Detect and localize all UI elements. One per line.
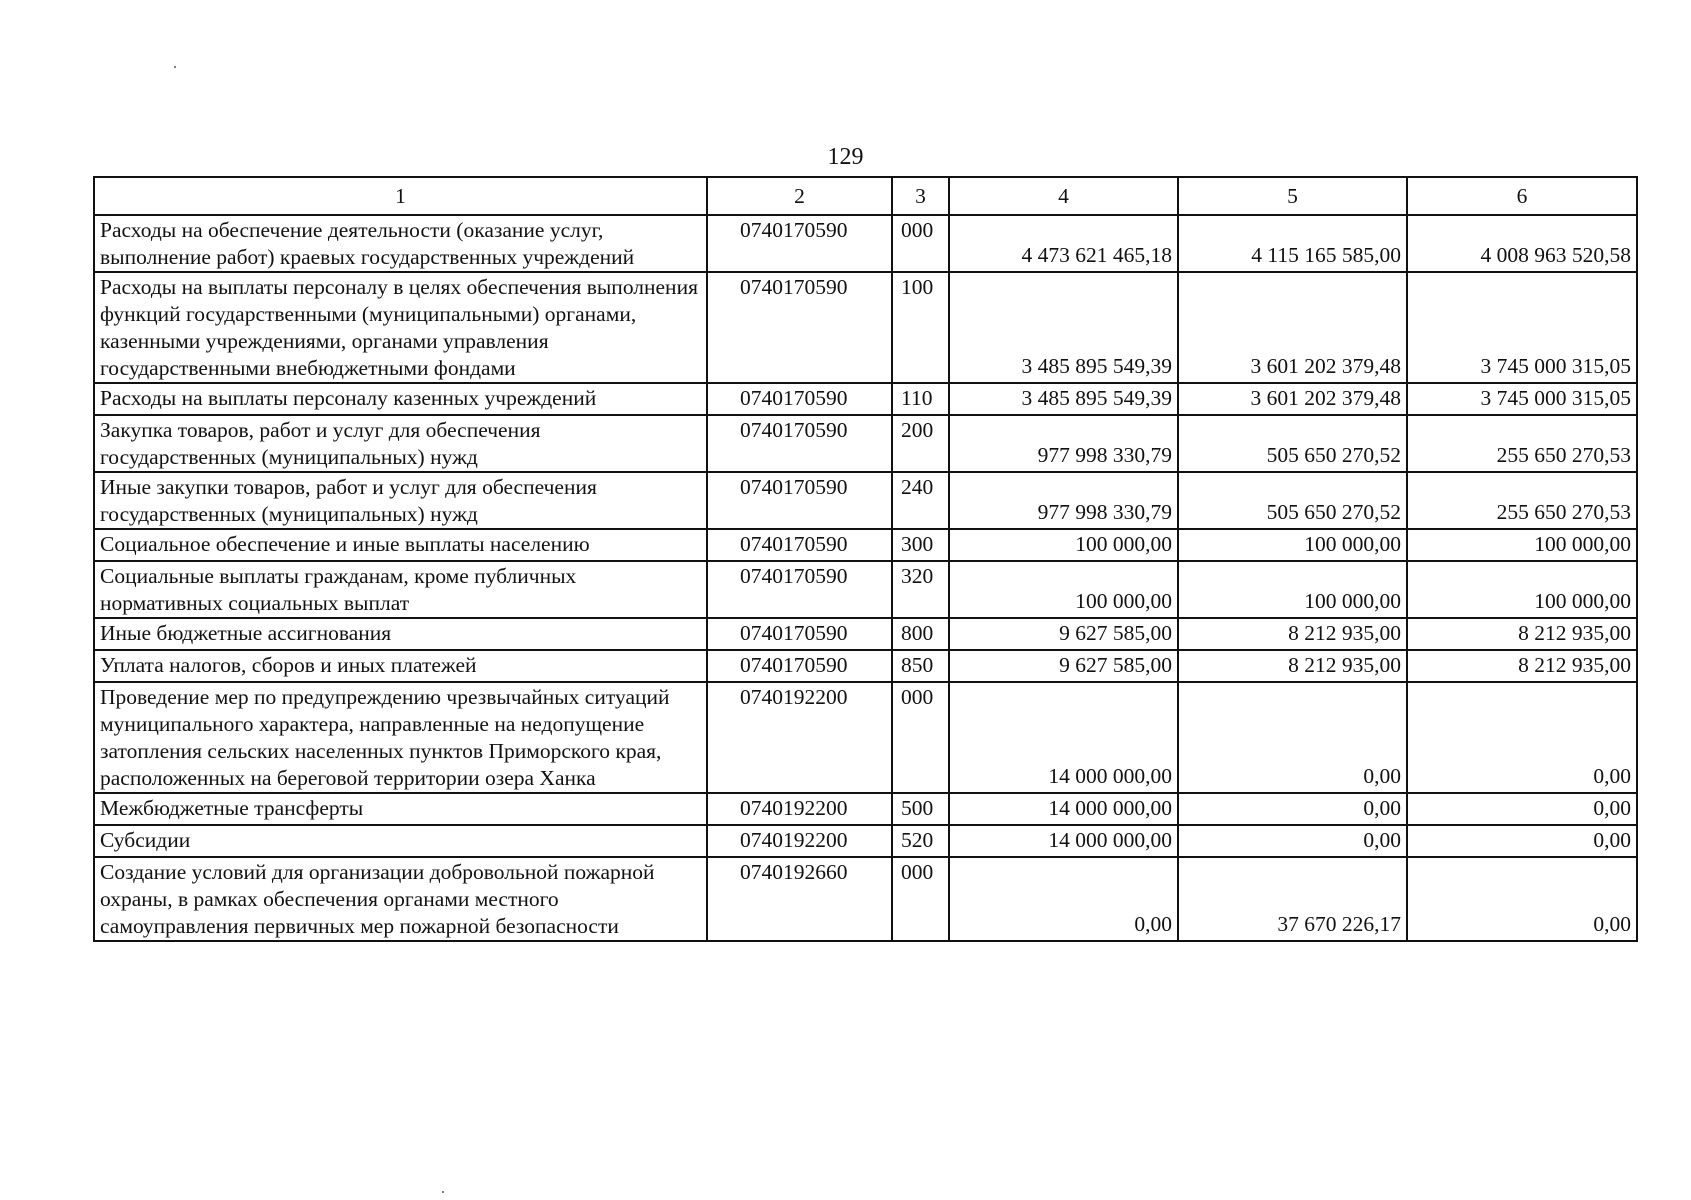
expense-type-code-cell: 500 [892,793,949,825]
table-row [94,215,1637,272]
target-article-code-cell: 0740192200 [707,682,892,793]
table-row [94,793,1637,825]
column-number-header: 2 [707,177,892,215]
amount-col4-cell: 14 000 000,00 [949,825,1178,857]
table-row [94,650,1637,682]
table-row [94,415,1637,472]
target-article-code-cell: 0740170590 [707,415,892,472]
expense-type-code-cell: 110 [892,383,949,415]
table-row [94,561,1637,618]
expense-name-cell: Иные закупки товаров, работ и услуг для обеспечения государственных (муниципальных) нужд [94,472,707,529]
amount-col4-cell: 977 998 330,79 [949,415,1178,472]
expense-type-code-cell: 240 [892,472,949,529]
expense-name-cell: Расходы на обеспечение деятельности (оказание услуг, выполнение работ) краевых государственных учреждений [94,215,707,272]
amount-col5-cell: 37 670 226,17 [1178,857,1407,941]
target-article-code-cell: 0740192200 [707,793,892,825]
amount-col6-cell: 0,00 [1407,682,1637,793]
expense-name-cell: Создание условий для организации добровольной пожарной охраны, в рамках обеспечения органами местного самоуправления первичных мер пожарной безопасности [94,857,707,941]
column-number-header: 1 [94,177,707,215]
expense-name-cell: Закупка товаров, работ и услуг для обеспечения государственных (муниципальных) нужд [94,415,707,472]
target-article-code-cell: 0740170590 [707,561,892,618]
amount-col4-cell: 9 627 585,00 [949,650,1178,682]
target-article-code-cell: 0740170590 [707,272,892,383]
expense-name-cell: Иные бюджетные ассигнования [94,618,707,650]
amount-col6-cell: 100 000,00 [1407,561,1637,618]
table-row [94,618,1637,650]
amount-col4-cell: 3 485 895 549,39 [949,383,1178,415]
amount-col5-cell: 505 650 270,52 [1178,472,1407,529]
table-row [94,825,1637,857]
amount-col5-cell: 4 115 165 585,00 [1178,215,1407,272]
target-article-code-cell: 0740170590 [707,383,892,415]
expense-name-cell: Социальные выплаты гражданам, кроме публичных нормативных социальных выплат [94,561,707,618]
amount-col4-cell: 977 998 330,79 [949,472,1178,529]
amount-col6-cell: 0,00 [1407,793,1637,825]
amount-col6-cell: 0,00 [1407,825,1637,857]
amount-col4-cell: 9 627 585,00 [949,618,1178,650]
expense-type-code-cell: 000 [892,215,949,272]
expense-type-code-cell: 000 [892,857,949,941]
column-number-header: 5 [1178,177,1407,215]
expense-name-cell: Расходы на выплаты персоналу в целях обеспечения выполнения функций государственными (муниципальными) органами, казенными учреждениями, органами управления государственными внебюджетными фондами [94,272,707,383]
target-article-code-cell: 0740170590 [707,650,892,682]
amount-col4-cell: 4 473 621 465,18 [949,215,1178,272]
amount-col4-cell: 100 000,00 [949,529,1178,561]
amount-col6-cell: 8 212 935,00 [1407,618,1637,650]
target-article-code-cell: 0740192660 [707,857,892,941]
amount-col5-cell: 8 212 935,00 [1178,618,1407,650]
column-number-header: 3 [892,177,949,215]
amount-col4-cell: 14 000 000,00 [949,682,1178,793]
amount-col6-cell: 255 650 270,53 [1407,415,1637,472]
amount-col5-cell: 100 000,00 [1178,529,1407,561]
expense-type-code-cell: 850 [892,650,949,682]
amount-col6-cell: 3 745 000 315,05 [1407,272,1637,383]
page-number: 129 [827,144,864,170]
table-row [94,272,1637,383]
target-article-code-cell: 0740170590 [707,472,892,529]
amount-col5-cell: 8 212 935,00 [1178,650,1407,682]
amount-col4-cell: 100 000,00 [949,561,1178,618]
expense-type-code-cell: 800 [892,618,949,650]
target-article-code-cell: 0740170590 [707,215,892,272]
expense-type-code-cell: 000 [892,682,949,793]
amount-col5-cell: 0,00 [1178,793,1407,825]
amount-col5-cell: 100 000,00 [1178,561,1407,618]
expense-type-code-cell: 520 [892,825,949,857]
table-row [94,383,1637,415]
expense-type-code-cell: 200 [892,415,949,472]
expense-name-cell: Социальное обеспечение и иные выплаты населению [94,529,707,561]
amount-col6-cell: 0,00 [1407,857,1637,941]
column-number-header: 4 [949,177,1178,215]
table-row [94,857,1637,941]
target-article-code-cell: 0740192200 [707,825,892,857]
table-row [94,682,1637,793]
expense-name-cell: Расходы на выплаты персоналу казенных учреждений [94,383,707,415]
amount-col6-cell: 100 000,00 [1407,529,1637,561]
expense-type-code-cell: 300 [892,529,949,561]
amount-col6-cell: 255 650 270,53 [1407,472,1637,529]
target-article-code-cell: 0740170590 [707,618,892,650]
expense-name-cell: Межбюджетные трансферты [94,793,707,825]
expense-type-code-cell: 320 [892,561,949,618]
budget-table [93,176,1638,942]
amount-col5-cell: 0,00 [1178,825,1407,857]
target-article-code-cell: 0740170590 [707,529,892,561]
amount-col5-cell: 505 650 270,52 [1178,415,1407,472]
column-number-row [94,177,1637,215]
amount-col4-cell: 14 000 000,00 [949,793,1178,825]
amount-col4-cell: 0,00 [949,857,1178,941]
expense-name-cell: Проведение мер по предупреждению чрезвычайных ситуаций муниципального характера, направленные на недопущение затопления сельских населенных пунктов Приморского края, расположенных на береговой территории озера Ханка [94,682,707,793]
amount-col6-cell: 4 008 963 520,58 [1407,215,1637,272]
amount-col6-cell: 8 212 935,00 [1407,650,1637,682]
scan-speck [174,66,176,68]
table-row [94,529,1637,561]
amount-col6-cell: 3 745 000 315,05 [1407,383,1637,415]
amount-col5-cell: 0,00 [1178,682,1407,793]
column-number-header: 6 [1407,177,1637,215]
expense-type-code-cell: 100 [892,272,949,383]
amount-col4-cell: 3 485 895 549,39 [949,272,1178,383]
amount-col5-cell: 3 601 202 379,48 [1178,272,1407,383]
table-row [94,472,1637,529]
expense-name-cell: Уплата налогов, сборов и иных платежей [94,650,707,682]
scan-speck [442,1191,444,1193]
amount-col5-cell: 3 601 202 379,48 [1178,383,1407,415]
expense-name-cell: Субсидии [94,825,707,857]
